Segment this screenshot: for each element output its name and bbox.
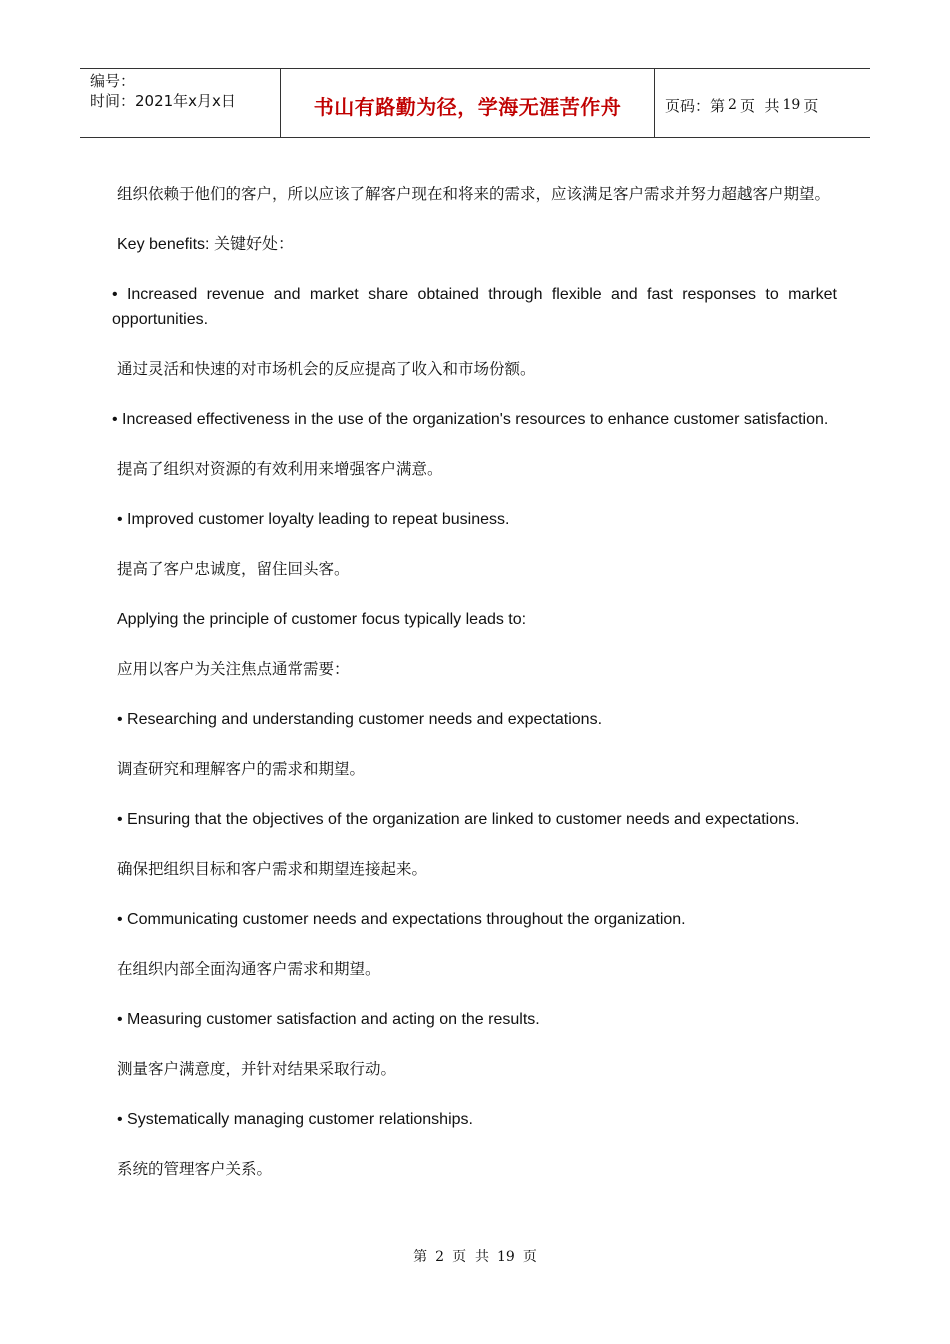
paragraph: Applying the principle of customer focus typically leads to: xyxy=(117,611,527,628)
paragraph: 调查研究和理解客户的需求和期望。 xyxy=(117,760,366,778)
paragraph: 应用以客户为关注焦点通常需要： xyxy=(117,660,350,678)
bullet-paragraph: • Measuring customer satisfaction and acting on the results. xyxy=(117,1011,540,1028)
header-meta xyxy=(80,69,281,137)
bullet-paragraph: • Increased effectiveness in the use of the organization's resources to enhance customer satisfaction. xyxy=(112,411,829,428)
footer-total: 19 xyxy=(497,1249,515,1265)
page-info-total: 19 xyxy=(782,97,801,113)
header-table xyxy=(80,68,870,138)
bullet-paragraph: • Researching and understanding customer needs and expectations. xyxy=(117,711,603,728)
paragraph: 提高了客户忠诚度，留住回头客。 xyxy=(117,560,350,578)
page-footer xyxy=(0,1246,950,1266)
paragraph: 系统的管理客户关系。 xyxy=(117,1160,273,1178)
paragraph: 测量客户满意度，并针对结果采取行动。 xyxy=(117,1060,397,1078)
bullet-paragraph: • Increased revenue and market share obtained through flexible and fast responses to market opportunities. xyxy=(112,286,837,328)
header-page-info xyxy=(655,69,870,137)
paragraph: 在组织内部全面沟通客户需求和期望。 xyxy=(117,960,381,978)
bullet-paragraph: • Communicating customer needs and expectations throughout the organization. xyxy=(117,911,686,928)
bullet-paragraph: • Ensuring that the objectives of the organization are linked to customer needs and expectations. xyxy=(117,811,800,828)
paragraph: 确保把组织目标和客户需求和期望连接起来。 xyxy=(117,860,428,878)
document-body xyxy=(112,182,837,1182)
paragraph: 通过灵活和快速的对市场机会的反应提高了收入和市场份额。 xyxy=(117,360,536,378)
footer-prefix: 第 xyxy=(413,1249,428,1265)
paragraph: Key benefits: 关键好处： xyxy=(117,236,294,253)
paragraph: 提高了组织对资源的有效利用来增强客户满意。 xyxy=(117,460,443,478)
page-info-prefix: 页码：第 xyxy=(665,96,726,115)
page-info-mid: 页 共 xyxy=(739,96,780,115)
bullet-paragraph: • Systematically managing customer relationships. xyxy=(117,1111,473,1128)
footer-suffix: 页 xyxy=(522,1249,537,1265)
bullet-paragraph: • Improved customer loyalty leading to repeat business. xyxy=(117,511,510,528)
footer-page: 2 xyxy=(435,1249,445,1265)
document-number-label: 编号： xyxy=(90,72,136,90)
footer-mid: 页 共 xyxy=(452,1249,489,1265)
paragraph: 组织依赖于他们的客户，所以应该了解客户现在和将来的需求，应该满足客户需求并努力超越客户期望。 xyxy=(117,185,831,203)
page-info-suffix: 页 xyxy=(803,96,819,115)
document-time: 时间：2021年x月x日 xyxy=(90,92,236,110)
header-motto: 书山有路勤为径，学海无涯苦作舟 xyxy=(281,69,655,137)
page-info-current: 2 xyxy=(728,97,737,113)
